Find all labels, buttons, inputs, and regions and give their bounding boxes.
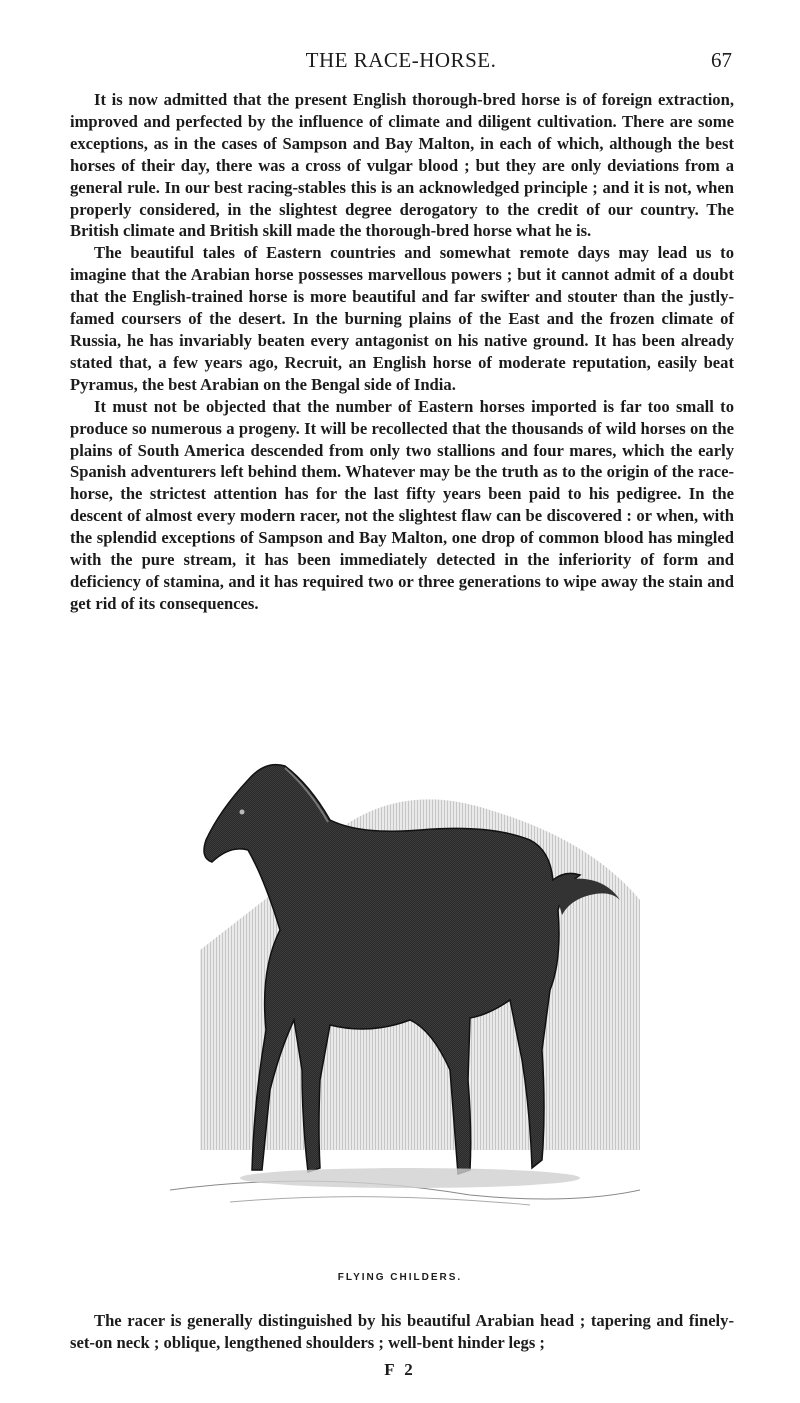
horse-engraving bbox=[170, 750, 660, 1220]
running-head bbox=[68, 46, 734, 76]
horse-illustration bbox=[170, 750, 660, 1220]
paragraph-2: The beautiful tales of Eastern countries and somewhat remote days may lead us to imagine that the Arabian horse possesses marvellous powers ; but it cannot admit of a doubt that the English-trained horse is more beautiful and far swifter and stouter than the justly-famed coursers of the desert. In the burning plains of the East and the frozen climate of Russia, he has invariably beaten every antagonist on his native ground. It has been already stated that, a few years ago, Recruit, an English horse of moderate reputation, easily beat Pyramus, the best Arabian on the Bengal side of India. bbox=[70, 243, 734, 394]
paragraph-1: It is now admitted that the present English thorough-bred horse is of foreign extraction, improved and perfected by the influence of climate and diligent cultivation. There are some exceptions, as in the cases of Sampson and Bay Malton, in each of which, although the best horses of their day, there was a cross of vulgar blood ; but they are only deviations from a general rule. In our best racing-stables this is an acknowledged principle ; and it is not, when properly considered, in the slightest degree derogatory to the credit of our country. The British climate and British skill made the thorough-bred horse what he is. bbox=[70, 90, 734, 241]
closing-paragraph: The racer is generally distinguished by his beautiful Arabian head ; tapering and finely-set-on neck ; oblique, lengthened shoulders ; well-bent hinder legs ; bbox=[70, 1311, 734, 1352]
closing-text bbox=[70, 1310, 734, 1354]
body-text bbox=[70, 89, 734, 615]
running-title: THE RACE-HORSE. bbox=[305, 48, 497, 72]
paragraph-3: It must not be objected that the number of Eastern horses imported is far too small to produce so numerous a progeny. It will be recollected that the thousands of wild horses on the plains of South America descended from only two stallions and four mares, which the early Spanish adventurers left behind them. Whatever may be the truth as to the origin of the race-horse, the strictest attention has for the last fifty years been paid to his pedigree. In the descent of almost every modern racer, not the slightest flaw can be discovered : or when, with the splendid exceptions of Sampson and Bay Malton, one drop of common blood has mingled with the pure stream, it has been immediately detected in the inferiority of form and deficiency of stamina, and it has required two or three generations to wipe away the stain and get rid of its consequences. bbox=[70, 396, 734, 613]
page-number: 67 bbox=[711, 48, 732, 72]
figure-caption: FLYING CHILDERS. bbox=[337, 1272, 463, 1283]
signature-mark: F 2 bbox=[384, 1360, 416, 1379]
